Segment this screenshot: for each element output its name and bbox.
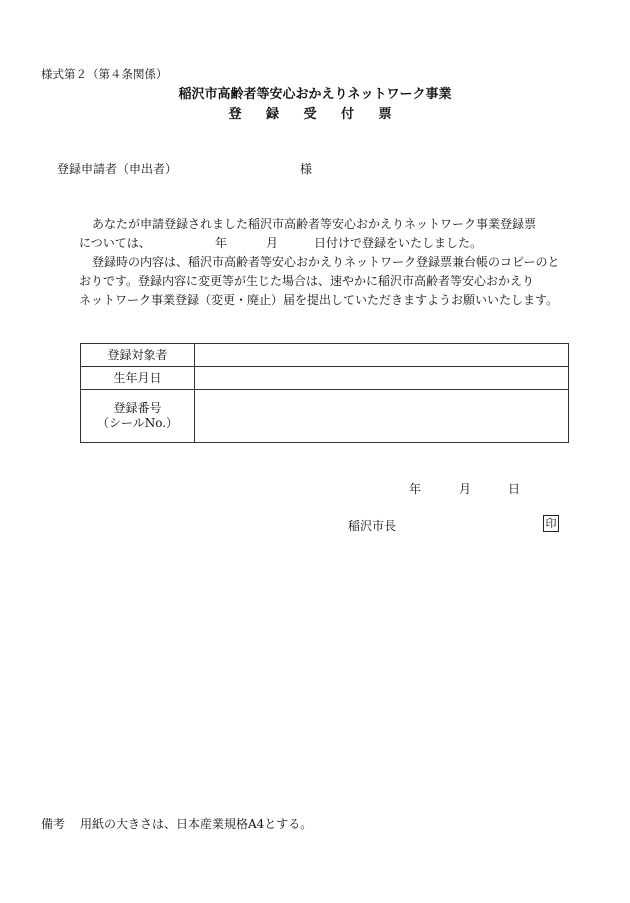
issuer-name: 稲沢市長 (348, 519, 397, 533)
body-paragraph2-line2: おりです。登録内容に変更等が生じた場合は、速やかに稲沢市高齢者等安心おかえり (79, 274, 535, 288)
body-paragraph2-line3: ネットワーク事業登録（変更・廃止）届を提出していただきますようお願いいたします。 (79, 293, 559, 307)
table-row (81, 367, 569, 390)
issue-date-day: 日 (508, 482, 521, 496)
table-row (81, 390, 569, 443)
registrant-field[interactable] (195, 344, 569, 367)
registration-number-label-line1: 登録番号 (113, 401, 162, 415)
remarks-text: 用紙の大きさは、日本産業規格A4とする。 (80, 817, 313, 831)
registration-table (80, 343, 569, 443)
registration-date-prefix: については、 (79, 236, 151, 250)
applicant-honorific: 様 (300, 162, 313, 176)
seal-mark: 印 (543, 515, 559, 532)
form-number: 様式第２（第４条関係） (41, 67, 168, 81)
registration-number-label-line2: （シールNo.） (96, 416, 179, 430)
issue-date-year: 年 (409, 482, 422, 496)
body-paragraph1-line1: あなたが申請登録されました稲沢市高齢者等安心おかえりネットワーク事業登録票 (92, 217, 537, 231)
birthdate-field[interactable] (195, 367, 569, 390)
body-paragraph1-line2 (79, 234, 559, 250)
registration-date-suffix: 日付けで登録をいたしました。 (314, 236, 483, 250)
table-row (81, 344, 569, 367)
body-paragraph2-line1: 登録時の内容は、稲沢市高齢者等安心おかえりネットワーク登録票兼台帳のコピーのと (92, 255, 560, 269)
registration-date-month: 月 (266, 236, 279, 250)
document-subtitle: 登 録 受 付 票 (228, 107, 402, 122)
registration-date-year: 年 (215, 236, 228, 250)
applicant-label: 登録申請者（申出者） (57, 162, 178, 176)
birthdate-label: 生年月日 (81, 367, 195, 390)
registration-number-label (81, 390, 195, 443)
registration-number-field[interactable] (195, 390, 569, 443)
document-title: 稲沢市高齢者等安心おかえりネットワーク事業 (178, 87, 452, 102)
remarks-label: 備考 (41, 817, 66, 831)
issue-date-month: 月 (459, 482, 472, 496)
registrant-label: 登録対象者 (81, 344, 195, 367)
